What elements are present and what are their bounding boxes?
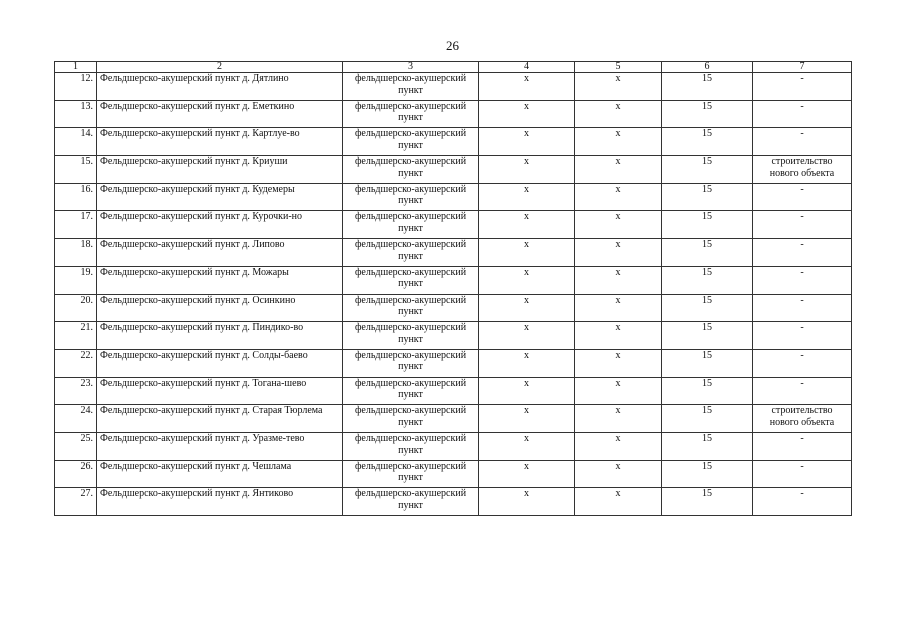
table-header-row: [55, 62, 852, 73]
row-number: 12.: [55, 73, 97, 101]
facility-type: фельдшерско-акушерский пункт: [343, 322, 479, 350]
column-7-value: -: [753, 266, 852, 294]
row-number: 18.: [55, 239, 97, 267]
column-4-value: x: [479, 211, 575, 239]
column-4-value: x: [479, 488, 575, 516]
column-6-value: 15: [662, 239, 753, 267]
column-4-value: x: [479, 405, 575, 433]
column-4-value: x: [479, 432, 575, 460]
row-number: 19.: [55, 266, 97, 294]
table-row: [55, 100, 852, 128]
table-row: [55, 460, 852, 488]
row-number: 17.: [55, 211, 97, 239]
facility-type: фельдшерско-акушерский пункт: [343, 405, 479, 433]
column-6-value: 15: [662, 377, 753, 405]
column-7-value: -: [753, 100, 852, 128]
facility-type: фельдшерско-акушерский пункт: [343, 294, 479, 322]
column-6-value: 15: [662, 460, 753, 488]
row-number: 16.: [55, 183, 97, 211]
row-number: 15.: [55, 156, 97, 184]
column-7-value: -: [753, 239, 852, 267]
facility-type: фельдшерско-акушерский пункт: [343, 377, 479, 405]
column-4-value: x: [479, 128, 575, 156]
column-5-value: x: [575, 239, 662, 267]
column-6-value: 15: [662, 100, 753, 128]
column-4-value: x: [479, 460, 575, 488]
column-header: 4: [479, 62, 575, 73]
column-7-value: -: [753, 432, 852, 460]
row-number: 23.: [55, 377, 97, 405]
column-7-value: -: [753, 488, 852, 516]
row-number: 14.: [55, 128, 97, 156]
table-row: [55, 183, 852, 211]
column-5-value: x: [575, 128, 662, 156]
column-header: 7: [753, 62, 852, 73]
column-5-value: x: [575, 73, 662, 101]
table-row: [55, 266, 852, 294]
table-row: [55, 405, 852, 433]
facility-name: Фельдшерско-акушерский пункт д. Дятлино: [97, 73, 343, 101]
row-number: 26.: [55, 460, 97, 488]
column-6-value: 15: [662, 128, 753, 156]
column-6-value: 15: [662, 405, 753, 433]
column-6-value: 15: [662, 73, 753, 101]
column-7-value: строительство нового объекта: [753, 405, 852, 433]
column-4-value: x: [479, 349, 575, 377]
row-number: 21.: [55, 322, 97, 350]
column-6-value: 15: [662, 432, 753, 460]
column-6-value: 15: [662, 266, 753, 294]
column-7-value: -: [753, 128, 852, 156]
facility-type: фельдшерско-акушерский пункт: [343, 266, 479, 294]
row-number: 25.: [55, 432, 97, 460]
registry-table: [54, 61, 852, 516]
column-5-value: x: [575, 294, 662, 322]
facility-type: фельдшерско-акушерский пункт: [343, 183, 479, 211]
facility-type: фельдшерско-акушерский пункт: [343, 211, 479, 239]
column-5-value: x: [575, 405, 662, 433]
facility-name: Фельдшерско-акушерский пункт д. Криуши: [97, 156, 343, 184]
table-row: [55, 294, 852, 322]
table-row: [55, 211, 852, 239]
facility-type: фельдшерско-акушерский пункт: [343, 432, 479, 460]
column-header: 5: [575, 62, 662, 73]
column-4-value: x: [479, 183, 575, 211]
column-5-value: x: [575, 266, 662, 294]
facility-name: Фельдшерско-акушерский пункт д. Пиндико-во: [97, 322, 343, 350]
column-7-value: -: [753, 377, 852, 405]
column-header: 2: [97, 62, 343, 73]
facility-name: Фельдшерско-акушерский пункт д. Осинкино: [97, 294, 343, 322]
column-7-value: -: [753, 211, 852, 239]
table-row: [55, 488, 852, 516]
column-5-value: x: [575, 488, 662, 516]
column-5-value: x: [575, 100, 662, 128]
facility-name: Фельдшерско-акушерский пункт д. Тогана-шево: [97, 377, 343, 405]
column-6-value: 15: [662, 322, 753, 350]
column-5-value: x: [575, 183, 662, 211]
row-number: 13.: [55, 100, 97, 128]
column-4-value: x: [479, 100, 575, 128]
table-row: [55, 128, 852, 156]
column-6-value: 15: [662, 488, 753, 516]
facility-type: фельдшерско-акушерский пункт: [343, 156, 479, 184]
table-body: [55, 73, 852, 516]
facility-name: Фельдшерско-акушерский пункт д. Старая Тюрлема: [97, 405, 343, 433]
facility-name: Фельдшерско-акушерский пункт д. Картлуе-во: [97, 128, 343, 156]
column-7-value: строительство нового объекта: [753, 156, 852, 184]
facility-name: Фельдшерско-акушерский пункт д. Янтиково: [97, 488, 343, 516]
facility-name: Фельдшерско-акушерский пункт д. Чешлама: [97, 460, 343, 488]
column-6-value: 15: [662, 183, 753, 211]
column-7-value: -: [753, 349, 852, 377]
column-5-value: x: [575, 377, 662, 405]
facility-name: Фельдшерско-акушерский пункт д. Еметкино: [97, 100, 343, 128]
column-7-value: -: [753, 73, 852, 101]
column-4-value: x: [479, 377, 575, 405]
column-7-value: -: [753, 183, 852, 211]
column-4-value: x: [479, 322, 575, 350]
facility-type: фельдшерско-акушерский пункт: [343, 460, 479, 488]
column-4-value: x: [479, 294, 575, 322]
column-6-value: 15: [662, 156, 753, 184]
column-4-value: x: [479, 156, 575, 184]
page-number: 26: [446, 38, 459, 53]
row-number: 27.: [55, 488, 97, 516]
column-4-value: x: [479, 73, 575, 101]
column-6-value: 15: [662, 211, 753, 239]
facility-type: фельдшерско-акушерский пункт: [343, 239, 479, 267]
table-row: [55, 322, 852, 350]
column-6-value: 15: [662, 349, 753, 377]
table-row: [55, 239, 852, 267]
facility-name: Фельдшерско-акушерский пункт д. Солды-баево: [97, 349, 343, 377]
table-row: [55, 349, 852, 377]
column-header: 1: [55, 62, 97, 73]
facility-type: фельдшерско-акушерский пункт: [343, 349, 479, 377]
column-6-value: 15: [662, 294, 753, 322]
column-7-value: -: [753, 294, 852, 322]
column-5-value: x: [575, 349, 662, 377]
column-5-value: x: [575, 322, 662, 350]
facility-name: Фельдшерско-акушерский пункт д. Можары: [97, 266, 343, 294]
column-7-value: -: [753, 460, 852, 488]
column-header: 6: [662, 62, 753, 73]
facility-name: Фельдшерско-акушерский пункт д. Курочки-но: [97, 211, 343, 239]
facility-name: Фельдшерско-акушерский пункт д. Липово: [97, 239, 343, 267]
row-number: 24.: [55, 405, 97, 433]
table-row: [55, 156, 852, 184]
facility-name: Фельдшерско-акушерский пункт д. Кудемеры: [97, 183, 343, 211]
column-header: 3: [343, 62, 479, 73]
column-4-value: x: [479, 239, 575, 267]
column-4-value: x: [479, 266, 575, 294]
facility-name: Фельдшерско-акушерский пункт д. Уразме-тево: [97, 432, 343, 460]
column-7-value: -: [753, 322, 852, 350]
row-number: 22.: [55, 349, 97, 377]
facility-type: фельдшерско-акушерский пункт: [343, 73, 479, 101]
facility-type: фельдшерско-акушерский пункт: [343, 128, 479, 156]
table-row: [55, 377, 852, 405]
column-5-value: x: [575, 156, 662, 184]
table-row: [55, 73, 852, 101]
column-5-value: x: [575, 460, 662, 488]
column-5-value: x: [575, 432, 662, 460]
column-5-value: x: [575, 211, 662, 239]
facility-type: фельдшерско-акушерский пункт: [343, 488, 479, 516]
row-number: 20.: [55, 294, 97, 322]
table-row: [55, 432, 852, 460]
facility-type: фельдшерско-акушерский пункт: [343, 100, 479, 128]
